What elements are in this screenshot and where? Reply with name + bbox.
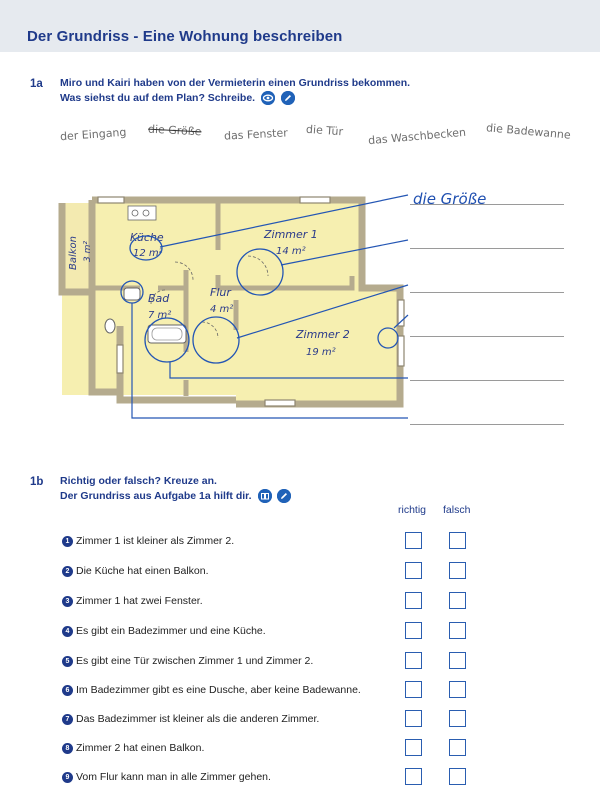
book-icon [258, 489, 272, 503]
word-groesse: die Größe [147, 122, 202, 139]
checkbox-richtig-9[interactable] [405, 768, 422, 785]
balkon-label: Balkon [68, 235, 79, 270]
word-waschbecken: das Waschbecken [367, 125, 467, 148]
checkbox-falsch-2[interactable] [449, 562, 466, 579]
bad-size: 7 m² [148, 310, 172, 321]
answer-line-6[interactable] [410, 424, 564, 425]
answer-line-2[interactable] [410, 248, 564, 249]
statement-5 [62, 655, 313, 667]
statement-number: 4 [62, 626, 73, 637]
pencil-icon [281, 91, 295, 105]
statement-text: Zimmer 1 hat zwei Fenster. [76, 595, 203, 607]
statement-9 [62, 771, 271, 783]
task-1b-line-2 [60, 489, 291, 504]
pencil-icon [277, 489, 291, 503]
checkbox-richtig-8[interactable] [405, 739, 422, 756]
task-1a-line-1: Miro und Kairi haben von der Vermieterin einen Grundriss bekommen. [60, 77, 411, 89]
statement-3 [62, 595, 203, 607]
floor-plan [0, 180, 600, 440]
task-1b-number: 1b [30, 476, 44, 488]
statement-text: Es gibt eine Tür zwischen Zimmer 1 und Zimmer 2. [76, 655, 314, 667]
statement-1 [62, 535, 234, 547]
task-1a-line-2 [60, 91, 410, 106]
checkbox-richtig-6[interactable] [405, 681, 422, 698]
statement-text: Zimmer 1 ist kleiner als Zimmer 2. [76, 535, 235, 547]
word-fenster: das Fenster [223, 126, 289, 143]
statement-number: 5 [62, 656, 73, 667]
statement-text: Es gibt ein Badezimmer und eine Küche. [76, 625, 266, 637]
eye-icon [261, 91, 275, 105]
statement-6 [62, 684, 361, 696]
balkon-size: 3 m² [83, 241, 93, 262]
word-eingang: der Eingang [59, 125, 127, 144]
checkbox-richtig-7[interactable] [405, 710, 422, 727]
task-1a-number: 1a [30, 78, 43, 90]
task-1a-instruction [60, 76, 410, 106]
task-1b-line-2-text: Der Grundriss aus Aufgabe 1a hilft dir. [60, 490, 252, 502]
zimmer2-size: 19 m² [306, 347, 336, 358]
kueche-label: Küche [130, 231, 164, 244]
zimmer1-label: Zimmer 1 [264, 228, 318, 241]
page-header [0, 0, 600, 52]
statement-number: 1 [62, 536, 73, 547]
kueche-size: 12 m² [133, 248, 163, 259]
statement-text: Die Küche hat einen Balkon. [76, 565, 209, 577]
answer-line-4[interactable] [410, 336, 564, 337]
statement-number: 2 [62, 566, 73, 577]
checkbox-richtig-5[interactable] [405, 652, 422, 669]
checkbox-richtig-2[interactable] [405, 562, 422, 579]
statement-number: 8 [62, 743, 73, 754]
answer-line-5[interactable] [410, 380, 564, 381]
zimmer2-label: Zimmer 2 [296, 328, 350, 341]
checkbox-richtig-1[interactable] [405, 532, 422, 549]
word-badewanne: die Badewanne [485, 121, 572, 142]
word-tuer: die Tür [305, 122, 344, 139]
task-1a-line-2-text: Was siehst du auf dem Plan? Schreibe. [60, 92, 256, 104]
bathtub [148, 325, 186, 343]
checkbox-falsch-6[interactable] [449, 681, 466, 698]
column-richtig: richtig [398, 504, 427, 516]
statement-text: Vom Flur kann man in alle Zimmer gehen. [76, 771, 271, 783]
checkbox-falsch-4[interactable] [449, 622, 466, 639]
statement-number: 9 [62, 772, 73, 783]
page-title: Der Grundriss - Eine Wohnung beschreiben [27, 28, 343, 45]
zimmer1-size: 14 m² [276, 246, 306, 257]
answer-groesse[interactable]: die Größe [413, 190, 487, 208]
answer-line-1[interactable] [410, 204, 564, 205]
toilet [105, 319, 115, 333]
answer-line-3[interactable] [410, 292, 564, 293]
column-falsch: falsch [443, 504, 471, 516]
checkbox-falsch-7[interactable] [449, 710, 466, 727]
statement-number: 7 [62, 714, 73, 725]
checkbox-falsch-1[interactable] [449, 532, 466, 549]
checkbox-richtig-4[interactable] [405, 622, 422, 639]
checkbox-falsch-9[interactable] [449, 768, 466, 785]
flur-size: 4 m² [210, 304, 234, 315]
statement-text: Das Badezimmer ist kleiner als die anderen Zimmer. [76, 713, 320, 725]
task-1b-instruction [60, 474, 291, 504]
flur-label: Flur [210, 286, 231, 299]
statement-number: 3 [62, 596, 73, 607]
sink [124, 288, 140, 300]
statement-text: Im Badezimmer gibt es eine Dusche, aber keine Badewanne. [76, 684, 361, 696]
checkbox-falsch-3[interactable] [449, 592, 466, 609]
statement-8 [62, 742, 204, 754]
statement-7 [62, 713, 319, 725]
statement-number: 6 [62, 685, 73, 696]
statement-text: Zimmer 2 hat einen Balkon. [76, 742, 205, 754]
checkbox-richtig-3[interactable] [405, 592, 422, 609]
task-1b-line-1: Richtig oder falsch? Kreuze an. [60, 475, 217, 487]
checkbox-falsch-5[interactable] [449, 652, 466, 669]
statement-4 [62, 625, 266, 637]
kitchen-counter [128, 206, 156, 220]
bad-label: Bad [148, 292, 170, 305]
checkbox-falsch-8[interactable] [449, 739, 466, 756]
statement-2 [62, 565, 209, 577]
